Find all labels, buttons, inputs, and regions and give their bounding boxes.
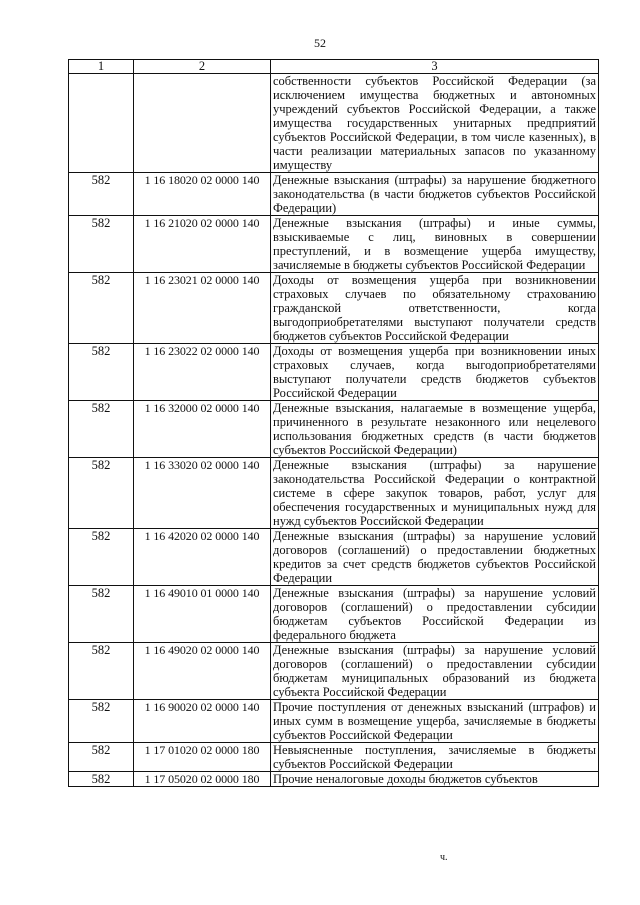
admin-code-cell bbox=[69, 74, 134, 173]
table-row bbox=[69, 173, 599, 216]
scan-mark: ч. bbox=[440, 852, 448, 863]
table-row bbox=[69, 586, 599, 643]
admin-code-cell: 582 bbox=[69, 586, 134, 643]
table-row bbox=[69, 529, 599, 586]
table-row bbox=[69, 743, 599, 772]
description-cell: Прочие неналоговые доходы бюджетов субъектов bbox=[271, 772, 599, 787]
table-row bbox=[69, 643, 599, 700]
admin-code-cell: 582 bbox=[69, 216, 134, 273]
admin-code-cell: 582 bbox=[69, 458, 134, 529]
revenue-code-cell bbox=[134, 74, 271, 173]
description-cell: Денежные взыскания (штрафы) и иные суммы, взыскиваемые с лиц, виновных в совершении преступлений, и в возмещение ущерба имуществу, зачисляемые в бюджеты субъектов Российской Федерации bbox=[271, 216, 599, 273]
table-row bbox=[69, 273, 599, 344]
admin-code-cell: 582 bbox=[69, 743, 134, 772]
description-cell: Прочие поступления от денежных взысканий (штрафов) и иных сумм в возмещение ущерба, зачисляемые в бюджеты субъектов Российской Федерации bbox=[271, 700, 599, 743]
revenue-code-cell: 1 17 01020 02 0000 180 bbox=[134, 743, 271, 772]
table-row bbox=[69, 700, 599, 743]
revenue-code-cell: 1 16 23021 02 0000 140 bbox=[134, 273, 271, 344]
admin-code-cell: 582 bbox=[69, 401, 134, 458]
admin-code-cell: 582 bbox=[69, 643, 134, 700]
revenue-code-cell: 1 16 21020 02 0000 140 bbox=[134, 216, 271, 273]
revenue-code-cell: 1 16 23022 02 0000 140 bbox=[134, 344, 271, 401]
revenue-code-cell: 1 16 49020 02 0000 140 bbox=[134, 643, 271, 700]
description-cell: Денежные взыскания (штрафы) за нарушение условий договоров (соглашений) о предоставлении субсидии бюджетам субъектов Российской Федерации из федерального бюджета bbox=[271, 586, 599, 643]
table-header-row bbox=[69, 60, 599, 74]
description-cell: Денежные взыскания (штрафы) за нарушение условий договоров (соглашений) о предоставлении субсидии бюджетам муниципальных образований из бюджета субъекта Российской Федерации bbox=[271, 643, 599, 700]
admin-code-cell: 582 bbox=[69, 173, 134, 216]
description-cell: собственности субъектов Российской Федерации (за исключением имущества бюджетных и автономных учреждений субъектов Российской Федерации, а также имущества государственных унитарных предприятий субъектов Российской Федерации, в том числе казенных), в части реализации материальных запасов по указанному имуществу bbox=[271, 74, 599, 173]
admin-code-cell: 582 bbox=[69, 772, 134, 787]
description-cell: Доходы от возмещения ущерба при возникновении страховых случаев по обязательному страхованию гражданской ответственности, когда выгодоприобретателями выступают получатели средств бюджетов субъектов Российской Федерации bbox=[271, 273, 599, 344]
table-row bbox=[69, 74, 599, 173]
description-cell: Невыясненные поступления, зачисляемые в бюджеты субъектов Российской Федерации bbox=[271, 743, 599, 772]
admin-code-cell: 582 bbox=[69, 273, 134, 344]
table-row bbox=[69, 401, 599, 458]
revenue-code-cell: 1 16 18020 02 0000 140 bbox=[134, 173, 271, 216]
description-cell: Денежные взыскания (штрафы) за нарушение бюджетного законодательства (в части бюджетов субъектов Российской Федерации) bbox=[271, 173, 599, 216]
admin-code-cell: 582 bbox=[69, 344, 134, 401]
revenue-code-table bbox=[68, 59, 599, 787]
column-header-3: 3 bbox=[271, 60, 599, 74]
revenue-code-cell: 1 17 05020 02 0000 180 bbox=[134, 772, 271, 787]
table-row bbox=[69, 772, 599, 787]
table-row bbox=[69, 344, 599, 401]
table-row bbox=[69, 216, 599, 273]
admin-code-cell: 582 bbox=[69, 529, 134, 586]
description-cell: Денежные взыскания (штрафы) за нарушение условий договоров (соглашений) о предоставлении бюджетных кредитов за счет средств бюджетов субъектов Российской Федерации bbox=[271, 529, 599, 586]
revenue-code-cell: 1 16 49010 01 0000 140 bbox=[134, 586, 271, 643]
admin-code-cell: 582 bbox=[69, 700, 134, 743]
revenue-code-cell: 1 16 32000 02 0000 140 bbox=[134, 401, 271, 458]
column-header-2: 2 bbox=[134, 60, 271, 74]
revenue-code-cell: 1 16 33020 02 0000 140 bbox=[134, 458, 271, 529]
description-cell: Доходы от возмещения ущерба при возникновении иных страховых случаев, когда выгодоприобретателями выступают получатели средств бюджетов субъектов Российской Федерации bbox=[271, 344, 599, 401]
description-cell: Денежные взыскания, налагаемые в возмещение ущерба, причиненного в результате незаконного или нецелевого использования бюджетных средств (в части бюджетов субъектов Российской Федерации) bbox=[271, 401, 599, 458]
page-number: 52 bbox=[314, 36, 326, 50]
revenue-code-cell: 1 16 42020 02 0000 140 bbox=[134, 529, 271, 586]
revenue-code-cell: 1 16 90020 02 0000 140 bbox=[134, 700, 271, 743]
description-cell: Денежные взыскания (штрафы) за нарушение законодательства Российской Федерации о контрактной системе в сфере закупок товаров, работ, услуг для обеспечения государственных и муниципальных нужд для нужд субъектов Российской Федерации bbox=[271, 458, 599, 529]
column-header-1: 1 bbox=[69, 60, 134, 74]
table-row bbox=[69, 458, 599, 529]
